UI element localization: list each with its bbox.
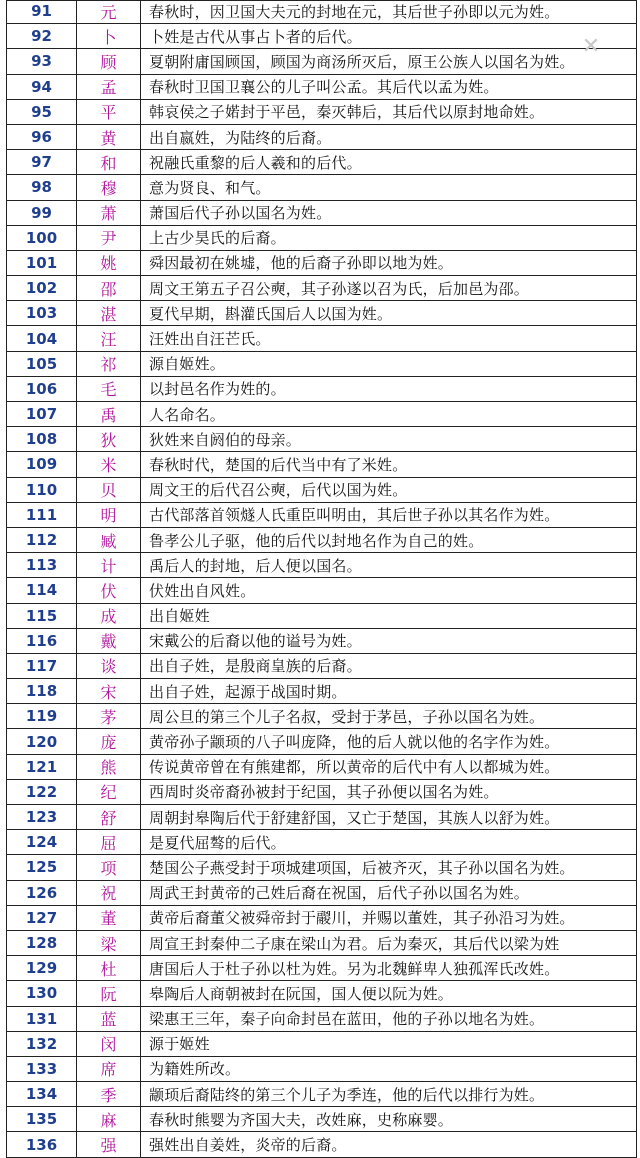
surname-cell: 明 — [77, 503, 141, 527]
table-row — [7, 1132, 637, 1157]
origin-cell: 祝融氏重黎的后人羲和的后代。 — [141, 150, 637, 174]
row-number: 92 — [7, 24, 77, 48]
row-number: 113 — [7, 553, 77, 577]
table-row — [7, 301, 637, 326]
row-number: 129 — [7, 956, 77, 980]
table-row — [7, 100, 637, 125]
origin-cell: 禹后人的封地，后人便以国名。 — [141, 553, 637, 577]
table-row — [7, 629, 637, 654]
row-number: 119 — [7, 704, 77, 728]
table-row — [7, 503, 637, 528]
surname-cell: 梁 — [77, 931, 141, 955]
origin-cell: 唐国后人于杜子孙以杜为姓。另为北魏鲜卑人独孤浑氏改姓。 — [141, 956, 637, 980]
row-number: 135 — [7, 1107, 77, 1131]
table-row — [7, 377, 637, 402]
surname-cell: 禹 — [77, 402, 141, 426]
origin-cell: 周朝封皋陶后代于舒建舒国，又亡于楚国，其族人以舒为姓。 — [141, 805, 637, 829]
row-number: 110 — [7, 478, 77, 502]
row-number: 104 — [7, 326, 77, 350]
table-row — [7, 729, 637, 754]
origin-cell: 春秋时卫国卫襄公的儿子叫公孟。其后代以孟为姓。 — [141, 75, 637, 99]
origin-cell: 源于姬姓 — [141, 1032, 637, 1056]
table-row — [7, 226, 637, 251]
origin-cell: 汪姓出自汪芒氏。 — [141, 326, 637, 350]
table-row — [7, 906, 637, 931]
table-row — [7, 452, 637, 477]
table-row — [7, 881, 637, 906]
origin-cell: 狄姓来自阏伯的母亲。 — [141, 427, 637, 451]
surname-cell: 屈 — [77, 830, 141, 854]
row-number: 103 — [7, 301, 77, 325]
table-row — [7, 1082, 637, 1107]
row-number: 106 — [7, 377, 77, 401]
row-number: 102 — [7, 276, 77, 300]
table-row — [7, 553, 637, 578]
origin-cell: 出自子姓，是殷商皇族的后裔。 — [141, 654, 637, 678]
table-row — [7, 528, 637, 553]
surname-cell: 臧 — [77, 528, 141, 552]
origin-cell: 西周时炎帝裔孙被封于纪国，其子孙便以国名为姓。 — [141, 780, 637, 804]
origin-cell: 颛顼后裔陆终的第三个儿子为季连，他的后代以排行为姓。 — [141, 1082, 637, 1106]
origin-cell: 鲁孝公儿子驱，他的后代以封地名作为自己的姓。 — [141, 528, 637, 552]
table-row — [7, 352, 637, 377]
surname-cell: 孟 — [77, 75, 141, 99]
table-row — [7, 175, 637, 200]
origin-cell: 出自子姓，起源于战国时期。 — [141, 679, 637, 703]
surname-cell: 杜 — [77, 956, 141, 980]
surname-cell: 祁 — [77, 352, 141, 376]
row-number: 98 — [7, 175, 77, 199]
row-number: 111 — [7, 503, 77, 527]
table-row — [7, 679, 637, 704]
row-number: 122 — [7, 780, 77, 804]
origin-cell: 源自姬姓。 — [141, 352, 637, 376]
row-number: 114 — [7, 578, 77, 602]
table-row — [7, 201, 637, 226]
row-number: 115 — [7, 604, 77, 628]
row-number: 127 — [7, 906, 77, 930]
origin-cell: 黄帝孙子颛顼的八子叫庞降，他的后人就以他的名字作为姓。 — [141, 729, 637, 753]
row-number: 108 — [7, 427, 77, 451]
surname-cell: 席 — [77, 1057, 141, 1081]
row-number: 91 — [7, 0, 77, 23]
surname-cell: 贝 — [77, 478, 141, 502]
row-number: 96 — [7, 125, 77, 149]
surname-cell: 黄 — [77, 125, 141, 149]
surname-cell: 米 — [77, 452, 141, 476]
table-row — [7, 830, 637, 855]
surname-cell: 熊 — [77, 755, 141, 779]
surname-cell: 汪 — [77, 326, 141, 350]
table-row — [7, 654, 637, 679]
table-row — [7, 276, 637, 301]
surname-cell: 强 — [77, 1132, 141, 1156]
table-row — [7, 478, 637, 503]
table-row — [7, 578, 637, 603]
table-row — [7, 855, 637, 880]
table-row — [7, 1057, 637, 1082]
origin-cell: 夏朝附庸国顾国，顾国为商汤所灭后，原王公族人以国名为姓。 — [141, 49, 637, 73]
row-number: 107 — [7, 402, 77, 426]
origin-cell: 周文王第五子召公奭，其子孙遂以召为氏，后加邑为邵。 — [141, 276, 637, 300]
row-number: 101 — [7, 251, 77, 275]
surname-cell: 阮 — [77, 981, 141, 1005]
row-number: 134 — [7, 1082, 77, 1106]
row-number: 132 — [7, 1032, 77, 1056]
origin-cell: 上古少昊氏的后裔。 — [141, 226, 637, 250]
surname-cell: 宋 — [77, 679, 141, 703]
row-number: 100 — [7, 226, 77, 250]
row-number: 133 — [7, 1057, 77, 1081]
surname-cell: 和 — [77, 150, 141, 174]
table-row — [7, 125, 637, 150]
row-number: 105 — [7, 352, 77, 376]
origin-cell: 梁惠王三年，秦子向命封邑在蓝田，他的子孙以地名为姓。 — [141, 1007, 637, 1031]
row-number: 112 — [7, 528, 77, 552]
table-row — [7, 1107, 637, 1132]
row-number: 130 — [7, 981, 77, 1005]
origin-cell: 以封邑名作为姓的。 — [141, 377, 637, 401]
surname-cell: 纪 — [77, 780, 141, 804]
table-row — [7, 805, 637, 830]
surname-cell: 邵 — [77, 276, 141, 300]
row-number: 136 — [7, 1132, 77, 1156]
surname-cell: 萧 — [77, 201, 141, 225]
origin-cell: 卜姓是古代从事占卜者的后代。 — [141, 24, 637, 48]
surname-cell: 狄 — [77, 427, 141, 451]
origin-cell: 周文王的后代召公奭，后代以国为姓。 — [141, 478, 637, 502]
table-row — [7, 1007, 637, 1032]
table-row — [7, 1032, 637, 1057]
origin-cell: 萧国后代子孙以国名为姓。 — [141, 201, 637, 225]
origin-cell: 黄帝后裔董父被舜帝封于鬷川，并赐以董姓，其子孙沿习为姓。 — [141, 906, 637, 930]
row-number: 118 — [7, 679, 77, 703]
surname-cell: 卜 — [77, 24, 141, 48]
surname-cell: 闵 — [77, 1032, 141, 1056]
origin-cell: 韩哀侯之子婼封于平邑，秦灭韩后，其后代以原封地命姓。 — [141, 100, 637, 124]
surname-cell: 元 — [77, 0, 141, 23]
origin-cell: 周宣王封秦仲二子康在梁山为君。后为秦灭，其后代以梁为姓 — [141, 931, 637, 955]
surname-cell: 穆 — [77, 175, 141, 199]
origin-cell: 春秋时，因卫国大夫元的封地在元，其后世子孙即以元为姓。 — [141, 0, 637, 23]
table-row — [7, 427, 637, 452]
row-number: 124 — [7, 830, 77, 854]
table-row — [7, 251, 637, 276]
table-row — [7, 755, 637, 780]
origin-cell: 伏姓出自风姓。 — [141, 578, 637, 602]
row-number: 121 — [7, 755, 77, 779]
surname-cell: 舒 — [77, 805, 141, 829]
origin-cell: 传说黄帝曾在有熊建都，所以黄帝的后代中有人以都城为姓。 — [141, 755, 637, 779]
surname-cell: 姚 — [77, 251, 141, 275]
surname-cell: 项 — [77, 855, 141, 879]
row-number: 94 — [7, 75, 77, 99]
table-row — [7, 931, 637, 956]
surname-cell: 毛 — [77, 377, 141, 401]
origin-cell: 人名命名。 — [141, 402, 637, 426]
origin-cell: 舜因最初在姚墟，他的后裔子孙即以地为姓。 — [141, 251, 637, 275]
origin-cell: 春秋时熊婴为齐国大夫，改姓麻，史称麻婴。 — [141, 1107, 637, 1131]
row-number: 125 — [7, 855, 77, 879]
surname-cell: 尹 — [77, 226, 141, 250]
origin-cell: 是夏代屈骜的后代。 — [141, 830, 637, 854]
row-number: 126 — [7, 881, 77, 905]
surname-cell: 茅 — [77, 704, 141, 728]
origin-cell: 宋戴公的后裔以他的谥号为姓。 — [141, 629, 637, 653]
surname-cell: 平 — [77, 100, 141, 124]
row-number: 93 — [7, 49, 77, 73]
row-number: 128 — [7, 931, 77, 955]
origin-cell: 夏代早期，斟灌氏国后人以国为姓。 — [141, 301, 637, 325]
surname-cell: 季 — [77, 1082, 141, 1106]
surname-cell: 顾 — [77, 49, 141, 73]
row-number: 97 — [7, 150, 77, 174]
table-row — [7, 704, 637, 729]
row-number: 95 — [7, 100, 77, 124]
surname-cell: 董 — [77, 906, 141, 930]
table-row — [7, 402, 637, 427]
table-row — [7, 49, 637, 74]
origin-cell: 皋陶后人商朝被封在阮国，国人便以阮为姓。 — [141, 981, 637, 1005]
origin-cell: 楚国公子燕受封于项城建项国，后被齐灭，其子孙以国名为姓。 — [141, 855, 637, 879]
row-number: 117 — [7, 654, 77, 678]
origin-cell: 出自姬姓 — [141, 604, 637, 628]
surname-cell: 计 — [77, 553, 141, 577]
row-number: 109 — [7, 452, 77, 476]
table-row — [7, 75, 637, 100]
surname-cell: 蓝 — [77, 1007, 141, 1031]
table-row — [7, 24, 637, 49]
row-number: 123 — [7, 805, 77, 829]
origin-cell: 强姓出自姜姓，炎帝的后裔。 — [141, 1132, 637, 1156]
surname-table — [6, 0, 637, 1158]
surname-cell: 麻 — [77, 1107, 141, 1131]
row-number: 99 — [7, 201, 77, 225]
surname-cell: 湛 — [77, 301, 141, 325]
origin-cell: 为籍姓所改。 — [141, 1057, 637, 1081]
surname-cell: 谈 — [77, 654, 141, 678]
surname-cell: 成 — [77, 604, 141, 628]
surname-cell: 戴 — [77, 629, 141, 653]
origin-cell: 古代部落首领燧人氏重臣叫明由，其后世子孙以其名作为姓。 — [141, 503, 637, 527]
surname-cell: 庞 — [77, 729, 141, 753]
row-number: 116 — [7, 629, 77, 653]
origin-cell: 出自嬴姓，为陆终的后裔。 — [141, 125, 637, 149]
table-row — [7, 956, 637, 981]
origin-cell: 周公旦的第三个儿子名叔，受封于茅邑，子孙以国名为姓。 — [141, 704, 637, 728]
table-row — [7, 150, 637, 175]
close-icon[interactable]: ✕ — [581, 34, 601, 59]
table-row — [7, 981, 637, 1006]
origin-cell: 春秋时代，楚国的后代当中有了米姓。 — [141, 452, 637, 476]
row-number: 120 — [7, 729, 77, 753]
table-row — [7, 780, 637, 805]
table-row — [7, 0, 637, 24]
origin-cell: 意为贤良、和气。 — [141, 175, 637, 199]
surname-cell: 伏 — [77, 578, 141, 602]
row-number: 131 — [7, 1007, 77, 1031]
table-row — [7, 326, 637, 351]
origin-cell: 周武王封黄帝的己姓后裔在祝国，后代子孙以国名为姓。 — [141, 881, 637, 905]
table-row — [7, 604, 637, 629]
surname-cell: 祝 — [77, 881, 141, 905]
